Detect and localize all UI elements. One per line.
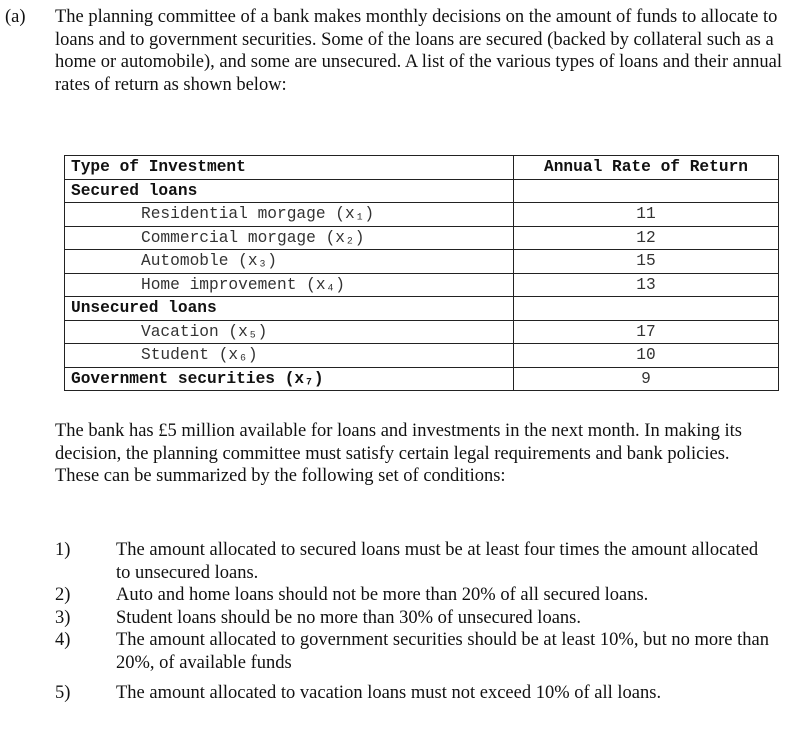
body-paragraph: The bank has £5 million available for loans and investments in the next month. In making its decision, the planning committee must satisfy certain legal requirements and bank policies. These can be summarized by the following set of conditions: [55, 421, 742, 486]
table-row [65, 344, 779, 368]
table-row [65, 179, 779, 203]
table-header-row [65, 156, 779, 180]
part-label: (a) [5, 7, 26, 27]
table-row [65, 250, 779, 274]
table-row [65, 273, 779, 297]
investment-type: Government securities (x₇) [65, 367, 514, 391]
rate-of-return: 9 [514, 367, 779, 391]
table-row [65, 367, 779, 391]
rate-of-return: 17 [514, 320, 779, 344]
header-type: Type of Investment [65, 156, 514, 180]
rate-of-return [514, 179, 779, 203]
condition-text: Auto and home loans should not be more than 20% of all secured loans. [116, 585, 649, 605]
intro-paragraph: The planning committee of a bank makes monthly decisions on the amount of funds to allocate to loans and to government securities. Some of the loans are secured (backed by collateral such as a home or automobile), and some are unsecured. A list of the various types of loans and their annual rates of return as shown below: [55, 7, 782, 95]
rate-of-return: 15 [514, 250, 779, 274]
investment-type: Student (x₆) [65, 344, 514, 368]
condition-number: 4) [55, 630, 71, 650]
condition-text: Student loans should be no more than 30% of unsecured loans. [116, 607, 581, 628]
condition-number: 1) [55, 540, 71, 560]
condition-item [55, 629, 775, 674]
rate-of-return: 12 [514, 226, 779, 250]
condition-item [55, 607, 775, 630]
condition-text: The amount allocated to secured loans must be at least four times the amount allocated to unsecured loans. [116, 540, 759, 583]
condition-number: 5) [55, 683, 71, 703]
condition-item [55, 584, 775, 607]
investment-type: Residential morgage (x₁) [65, 203, 514, 227]
condition-text: The amount allocated to government securities should be at least 10%, but no more than 20%, of available funds [116, 630, 769, 673]
table-row [65, 203, 779, 227]
condition-item [55, 682, 775, 705]
table-row [65, 297, 779, 321]
rate-of-return [514, 297, 779, 321]
rate-of-return: 10 [514, 344, 779, 368]
conditions-list [55, 539, 775, 705]
investment-type: Automoble (x₃) [65, 250, 514, 274]
condition-number: 3) [55, 607, 71, 628]
table-row [65, 320, 779, 344]
investment-type: Home improvement (x₄) [65, 273, 514, 297]
investment-type: Vacation (x₅) [65, 320, 514, 344]
investment-type: Secured loans [65, 179, 514, 203]
rate-of-return: 11 [514, 203, 779, 227]
investment-type: Unsecured loans [65, 297, 514, 321]
condition-number: 2) [55, 585, 71, 605]
investment-table [64, 155, 779, 391]
header-rate: Annual Rate of Return [514, 156, 779, 180]
investment-type: Commercial morgage (x₂) [65, 226, 514, 250]
condition-text: The amount allocated to vacation loans must not exceed 10% of all loans. [116, 683, 662, 703]
rate-of-return: 13 [514, 273, 779, 297]
condition-item [55, 539, 775, 584]
table-row [65, 226, 779, 250]
